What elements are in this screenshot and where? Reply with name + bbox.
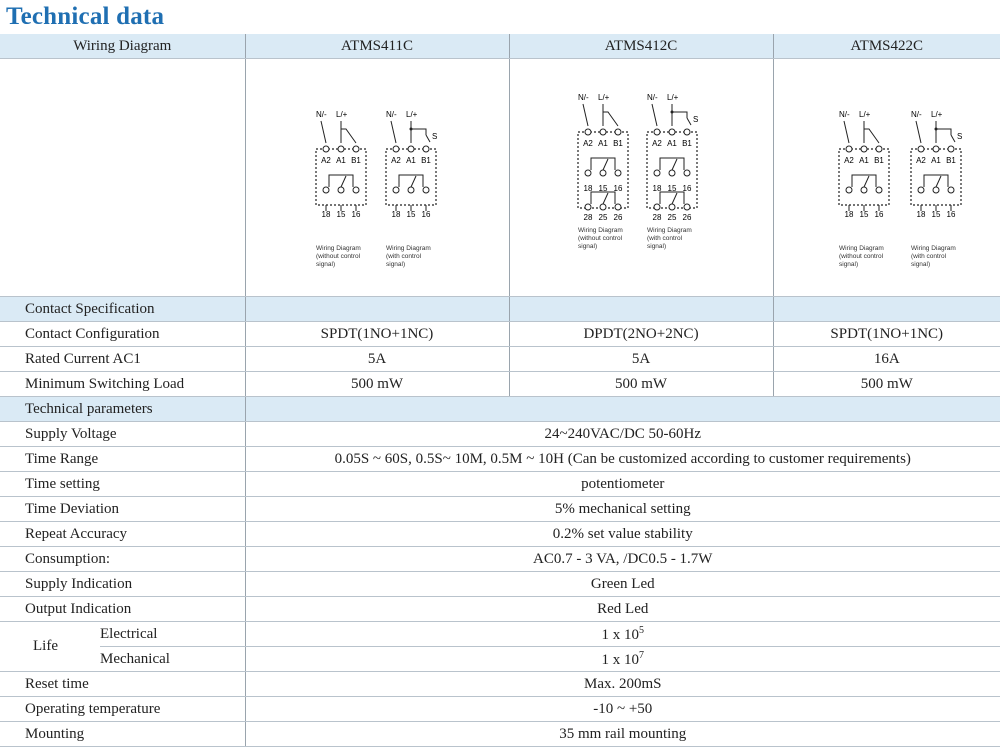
terminal-label: B1: [874, 156, 884, 165]
terminal-circle: [323, 146, 329, 152]
diagram-cell-model-2: [509, 59, 773, 297]
terminal-label: 18: [916, 210, 925, 219]
row-label: Time setting: [0, 472, 245, 497]
row-value: -10 ~ +50: [245, 697, 1000, 722]
relay-switch: [936, 176, 941, 187]
terminal-label: 18: [652, 184, 661, 193]
terminal-circle: [423, 187, 429, 193]
table-row: [0, 522, 1000, 547]
terminal-circle: [933, 146, 939, 152]
life-electrical-exponent: 5: [639, 625, 644, 636]
terminal-circle: [423, 146, 429, 152]
row-value: 500 mW: [245, 372, 509, 397]
supply-label-neutral: N/-: [316, 110, 327, 119]
supply-label-neutral: N/-: [386, 110, 397, 119]
junction-dot: [934, 128, 937, 131]
wire-neutral: [652, 104, 657, 126]
row-value: 0.05S ~ 60S, 0.5S~ 10M, 0.5M ~ 10H (Can be customized according to customer requirements): [245, 447, 1000, 472]
section-title: Contact Specification: [0, 297, 245, 322]
terminal-circle: [323, 187, 329, 193]
supply-label-neutral: N/-: [647, 93, 658, 102]
relay-contact: [399, 175, 423, 187]
terminal-circle: [918, 187, 924, 193]
diagram-caption-line: signal): [911, 261, 930, 268]
terminal-label: 28: [652, 213, 661, 222]
life-row-electrical: [0, 622, 1000, 647]
diagram-cell-model-1: [245, 59, 509, 297]
diagram-caption-line: Wiring Diagram: [839, 245, 884, 252]
row-value: 24~240VAC/DC 50-60Hz: [245, 422, 1000, 447]
terminal-label: 15: [859, 210, 868, 219]
terminal-label: B1: [613, 139, 623, 148]
wire-control: [936, 129, 951, 135]
row-value: DPDT(2NO+2NC): [509, 322, 773, 347]
row-value: 500 mW: [509, 372, 773, 397]
terminal-circle: [918, 146, 924, 152]
row-label: Mounting: [0, 722, 245, 747]
table-row: [0, 497, 1000, 522]
life-mechanical-value: [245, 647, 1000, 672]
terminal-label: 15: [336, 210, 345, 219]
row-value: Red Led: [245, 597, 1000, 622]
terminal-circle: [615, 129, 621, 135]
diagram-caption-line: (without control: [578, 235, 623, 242]
control-switch: [951, 135, 955, 142]
terminal-circle: [933, 187, 939, 193]
terminal-circle: [876, 146, 882, 152]
technical-data-table: [0, 34, 1000, 747]
table-row: [0, 422, 1000, 447]
wiring-diagram-model-2: [510, 59, 774, 291]
junction-dot: [670, 111, 673, 114]
wire-control: [672, 112, 687, 118]
terminal-label: B1: [946, 156, 956, 165]
diagram-caption-line: signal): [386, 261, 405, 268]
supply-label-line: L/+: [667, 93, 679, 102]
row-value: 35 mm rail mounting: [245, 722, 1000, 747]
header-model-1: ATMS411C: [245, 34, 509, 59]
terminal-circle: [669, 204, 675, 210]
relay-contact: [852, 175, 876, 187]
terminal-label: 18: [583, 184, 592, 193]
life-electrical-label: Electrical: [100, 622, 245, 647]
row-value: Max. 200mS: [245, 672, 1000, 697]
terminal-label: A2: [583, 139, 593, 148]
terminal-circle: [338, 146, 344, 152]
terminal-label: 16: [351, 210, 360, 219]
life-mechanical-base: 1 x 10: [602, 652, 640, 668]
diagram-caption-line: Wiring Diagram: [386, 245, 431, 252]
terminal-circle: [846, 146, 852, 152]
wire-neutral: [844, 121, 849, 143]
row-label: Rated Current AC1: [0, 347, 245, 372]
terminal-label: 15: [406, 210, 415, 219]
terminal-circle: [408, 187, 414, 193]
supply-label-line: L/+: [336, 110, 348, 119]
terminal-circle: [684, 129, 690, 135]
wire-bridge: [341, 129, 356, 143]
row-label: Contact Configuration: [0, 322, 245, 347]
row-label: Reset time: [0, 672, 245, 697]
diagram-caption-line: signal): [647, 243, 666, 250]
row-value: potentiometer: [245, 472, 1000, 497]
diagram-row: [0, 59, 1000, 297]
terminal-label: B1: [421, 156, 431, 165]
life-electrical-base: 1 x 10: [602, 627, 640, 643]
terminal-label: A2: [321, 156, 331, 165]
supply-label-neutral: N/-: [839, 110, 850, 119]
terminal-circle: [684, 204, 690, 210]
table-row: [0, 347, 1000, 372]
terminal-circle: [585, 129, 591, 135]
row-value: 0.2% set value stability: [245, 522, 1000, 547]
wiring-diagram-model-1: [246, 59, 510, 291]
terminal-circle: [393, 146, 399, 152]
table-row: [0, 472, 1000, 497]
terminal-label: 16: [613, 184, 622, 193]
diagram-caption-line: (with control: [386, 253, 422, 260]
row-label: Supply Indication: [0, 572, 245, 597]
header-wiring-diagram: Wiring Diagram: [0, 34, 245, 59]
row-label: Consumption:: [0, 547, 245, 572]
diagram-caption-line: signal): [316, 261, 335, 268]
life-label: Life: [0, 622, 100, 672]
switch-label: S: [432, 132, 437, 141]
terminal-label: 16: [874, 210, 883, 219]
supply-label-line: L/+: [598, 93, 610, 102]
terminal-label: B1: [351, 156, 361, 165]
wire-neutral: [321, 121, 326, 143]
section-contact-specification: [0, 297, 1000, 322]
terminal-circle: [393, 187, 399, 193]
terminal-label: 16: [946, 210, 955, 219]
terminal-circle: [654, 129, 660, 135]
terminal-label: 18: [321, 210, 330, 219]
relay-contact: [591, 158, 615, 170]
supply-label-line: L/+: [859, 110, 871, 119]
row-label: Repeat Accuracy: [0, 522, 245, 547]
diagram-caption-line: (with control: [911, 253, 947, 260]
page-title: Technical data: [6, 0, 164, 34]
terminal-label: 15: [931, 210, 940, 219]
wiring-diagram-model-3: [774, 59, 1000, 291]
relay-contact: [924, 175, 948, 187]
row-value: 16A: [773, 347, 1000, 372]
diagram-caption-line: Wiring Diagram: [578, 227, 623, 234]
terminal-circle: [669, 170, 675, 176]
terminal-circle: [654, 204, 660, 210]
supply-label-line: L/+: [406, 110, 418, 119]
wire-neutral: [583, 104, 588, 126]
relay-switch: [603, 193, 608, 204]
table-row: [0, 372, 1000, 397]
table-row: [0, 572, 1000, 597]
row-value: SPDT(1NO+1NC): [773, 322, 1000, 347]
diagram-caption-line: signal): [578, 243, 597, 250]
diagram-label-cell: [0, 59, 245, 297]
terminal-label: 18: [391, 210, 400, 219]
terminal-label: A1: [667, 139, 677, 148]
table-row: [0, 447, 1000, 472]
header-model-2: ATMS412C: [509, 34, 773, 59]
terminal-circle: [408, 146, 414, 152]
relay-contact: [329, 175, 353, 187]
terminal-circle: [948, 187, 954, 193]
terminal-circle: [684, 170, 690, 176]
terminal-circle: [615, 170, 621, 176]
row-label: Time Deviation: [0, 497, 245, 522]
terminal-label: A1: [336, 156, 346, 165]
relay-switch: [864, 176, 869, 187]
table-row: [0, 322, 1000, 347]
supply-label-neutral: N/-: [911, 110, 922, 119]
terminal-circle: [846, 187, 852, 193]
diagram-cell-model-3: [773, 59, 1000, 297]
life-mechanical-exponent: 7: [639, 650, 644, 661]
section-title: Technical parameters: [0, 397, 245, 422]
row-value: 500 mW: [773, 372, 1000, 397]
terminal-label: 16: [682, 184, 691, 193]
wire-neutral: [916, 121, 921, 143]
terminal-label: A1: [931, 156, 941, 165]
terminal-circle: [669, 129, 675, 135]
life-mechanical-label: Mechanical: [100, 647, 245, 672]
table-row: [0, 547, 1000, 572]
terminal-circle: [585, 204, 591, 210]
row-label: Minimum Switching Load: [0, 372, 245, 397]
diagram-caption-line: (without control: [316, 253, 361, 260]
diagram-caption-line: Wiring Diagram: [316, 245, 361, 252]
row-value: 5A: [509, 347, 773, 372]
terminal-circle: [585, 170, 591, 176]
wire-bridge: [603, 112, 618, 126]
section-technical-parameters: [0, 397, 1000, 422]
row-value: 5% mechanical setting: [245, 497, 1000, 522]
terminal-label: 28: [583, 213, 592, 222]
control-switch: [426, 135, 430, 142]
terminal-label: 15: [667, 184, 676, 193]
relay-contact: [660, 158, 684, 170]
diagram-caption-line: (without control: [839, 253, 884, 260]
terminal-label: A2: [652, 139, 662, 148]
control-switch: [687, 118, 691, 125]
row-value: 5A: [245, 347, 509, 372]
terminal-circle: [600, 204, 606, 210]
terminal-label: A2: [844, 156, 854, 165]
row-label: Operating temperature: [0, 697, 245, 722]
header-model-3: ATMS422C: [773, 34, 1000, 59]
relay-contact: [591, 192, 615, 204]
switch-label: S: [957, 132, 962, 141]
terminal-label: 25: [598, 213, 607, 222]
terminal-label: A2: [391, 156, 401, 165]
life-row-mechanical: [0, 647, 1000, 672]
terminal-circle: [876, 187, 882, 193]
terminal-label: A2: [916, 156, 926, 165]
row-label: Output Indication: [0, 597, 245, 622]
wire-bridge: [864, 129, 879, 143]
terminal-circle: [353, 146, 359, 152]
relay-contact: [660, 192, 684, 204]
terminal-circle: [600, 129, 606, 135]
junction-dot: [409, 128, 412, 131]
diagram-caption-line: Wiring Diagram: [911, 245, 956, 252]
relay-switch: [603, 159, 608, 170]
row-value: Green Led: [245, 572, 1000, 597]
terminal-circle: [353, 187, 359, 193]
switch-label: S: [693, 115, 698, 124]
terminal-label: A1: [859, 156, 869, 165]
table-row: [0, 597, 1000, 622]
relay-switch: [672, 193, 677, 204]
terminal-circle: [654, 170, 660, 176]
terminal-label: A1: [406, 156, 416, 165]
diagram-caption-line: (with control: [647, 235, 683, 242]
table-row: [0, 722, 1000, 747]
diagram-caption-line: signal): [839, 261, 858, 268]
terminal-label: 26: [682, 213, 691, 222]
relay-switch: [341, 176, 346, 187]
relay-switch: [411, 176, 416, 187]
relay-switch: [672, 159, 677, 170]
terminal-label: 16: [421, 210, 430, 219]
terminal-label: 15: [598, 184, 607, 193]
row-value: SPDT(1NO+1NC): [245, 322, 509, 347]
terminal-circle: [861, 146, 867, 152]
terminal-label: 18: [844, 210, 853, 219]
row-label: Supply Voltage: [0, 422, 245, 447]
supply-label-line: L/+: [931, 110, 943, 119]
table-row: [0, 672, 1000, 697]
terminal-circle: [615, 204, 621, 210]
wire-neutral: [391, 121, 396, 143]
supply-label-neutral: N/-: [578, 93, 589, 102]
wire-control: [411, 129, 426, 135]
terminal-circle: [861, 187, 867, 193]
terminal-circle: [948, 146, 954, 152]
terminal-label: A1: [598, 139, 608, 148]
terminal-circle: [600, 170, 606, 176]
diagram-caption-line: Wiring Diagram: [647, 227, 692, 234]
terminal-label: B1: [682, 139, 692, 148]
terminal-label: 26: [613, 213, 622, 222]
table-row: [0, 697, 1000, 722]
terminal-circle: [338, 187, 344, 193]
table-header-row: [0, 34, 1000, 59]
terminal-label: 25: [667, 213, 676, 222]
row-label: Time Range: [0, 447, 245, 472]
row-value: AC0.7 - 3 VA, /DC0.5 - 1.7W: [245, 547, 1000, 572]
life-electrical-value: [245, 622, 1000, 647]
